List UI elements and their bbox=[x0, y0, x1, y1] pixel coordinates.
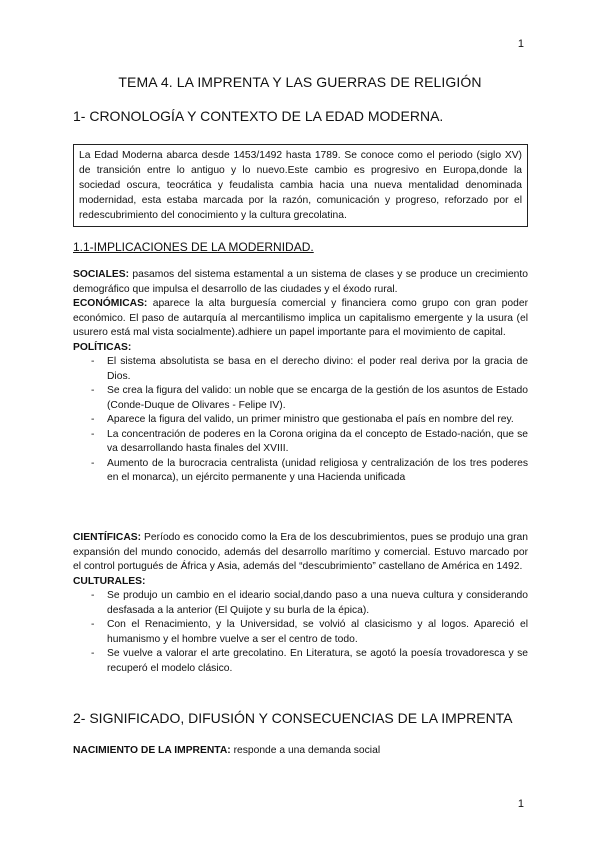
summary-box bbox=[73, 144, 528, 227]
implications-block bbox=[73, 268, 528, 486]
list-item: - El sistema absolutista se basa en el derecho divino: el poder real deriva por la gracia de Dios. bbox=[73, 355, 528, 384]
page-number-top: 1 bbox=[517, 38, 524, 50]
text-nacimiento: responde a una demanda social bbox=[230, 745, 381, 756]
culturales-list bbox=[73, 589, 528, 676]
list-item: - Aparece la figura del valido, un primer ministro que gestionaba el país en nombre del rey. bbox=[73, 413, 528, 428]
label-nacimiento: NACIMIENTO DE LA IMPRENTA: bbox=[73, 745, 231, 756]
paragraph-cientificas bbox=[73, 531, 528, 575]
document-title: TEMA 4. LA IMPRENTA Y LAS GUERRAS DE RELIGIÓN bbox=[118, 74, 482, 90]
paragraph-nacimiento bbox=[73, 745, 380, 756]
summary-box-text: La Edad Moderna abarca desde 1453/1492 hasta 1789. Se conoce como el periodo (siglo XV) de transición entre lo antiguo y lo nuevo.Este cambio es progresivo en Europa,donde la sociedad oscura, teocrática y feudalista cambia hacia una nueva mentalidad denominada modernidad, esta estaba marcada por la razón, comunicación y progreso, reforzado por el redescubrimiento del conocimiento y la cultura grecolatina. bbox=[79, 150, 522, 221]
text-sociales: pasamos del sistema estamental a un sistema de clases y se produce un crecimiento demográfico que impulsa el desarrollo de las ciudades y el éxodo rural. bbox=[73, 269, 528, 295]
paragraph-sociales bbox=[73, 268, 528, 297]
label-economicas: ECONÓMICAS: bbox=[73, 298, 148, 309]
list-item: - La concentración de poderes en la Corona origina da el concepto de Estado-nación, que se va desarrollando hasta finales del XVIII. bbox=[73, 428, 528, 457]
list-item: - Aumento de la burocracia centralista (unidad religiosa y centralización de los tres poderes en el monarca), un ejército permanente y una Hacienda unificada bbox=[73, 457, 528, 486]
list-item: - Con el Renacimiento, y la Universidad, se volvió al clasicismo y al logos. Apareció el humanismo y el hombre vuelve a ser el centro de todo. bbox=[73, 618, 528, 647]
list-item: - Se crea la figura del valido: un noble que se encarga de la gestión de los asuntos de Estado (Conde-Duque de Olivares - Felipe IV). bbox=[73, 384, 528, 413]
section-1-heading: 1- CRONOLOGÍA Y CONTEXTO DE LA EDAD MODERNA. bbox=[73, 108, 444, 124]
section-2-heading: 2- SIGNIFICADO, DIFUSIÓN Y CONSECUENCIAS DE LA IMPRENTA bbox=[73, 710, 513, 726]
page-number-bottom: 1 bbox=[517, 798, 524, 810]
label-sociales: SOCIALES: bbox=[73, 269, 130, 280]
label-politicas: POLÍTICAS: bbox=[73, 341, 132, 353]
section-1-1-heading: 1.1-IMPLICACIONES DE LA MODERNIDAD. bbox=[73, 240, 314, 254]
text-cientificas: Período es conocido como la Era de los descubrimientos, pues se produjo una gran expansión del mundo conocido, además del desarrollo marítimo y comercial. Estuvo marcado por el control portugués de África y Asia, además del “descubrimiento” castellano de América en 1492. bbox=[73, 532, 528, 572]
cientificas-culturales-block bbox=[73, 531, 528, 676]
list-item: - Se produjo un cambio en el ideario social,dando paso a una nueva cultura y considerando desfasada a la anterior (El Quijote y su burla de la épica). bbox=[73, 589, 528, 618]
paragraph-economicas bbox=[73, 297, 528, 341]
label-culturales: CULTURALES: bbox=[73, 575, 146, 587]
list-item: - Se vuelve a valorar el arte grecolatino. En Literatura, se agotó la poesía trovadoresca y se recuperó el modelo clásico. bbox=[73, 647, 528, 676]
text-economicas: aparece la alta burguesía comercial y financiera como grupo con gran poder económico. El paso de autarquía al mercantilismo implica un capitalismo emergente y la usura (el usurero está mal vista socialmente).adhiere un papel importante para el movimiento de capital. bbox=[73, 298, 528, 338]
label-cientificas: CIENTÍFICAS: bbox=[73, 532, 142, 543]
politicas-list bbox=[73, 355, 528, 486]
